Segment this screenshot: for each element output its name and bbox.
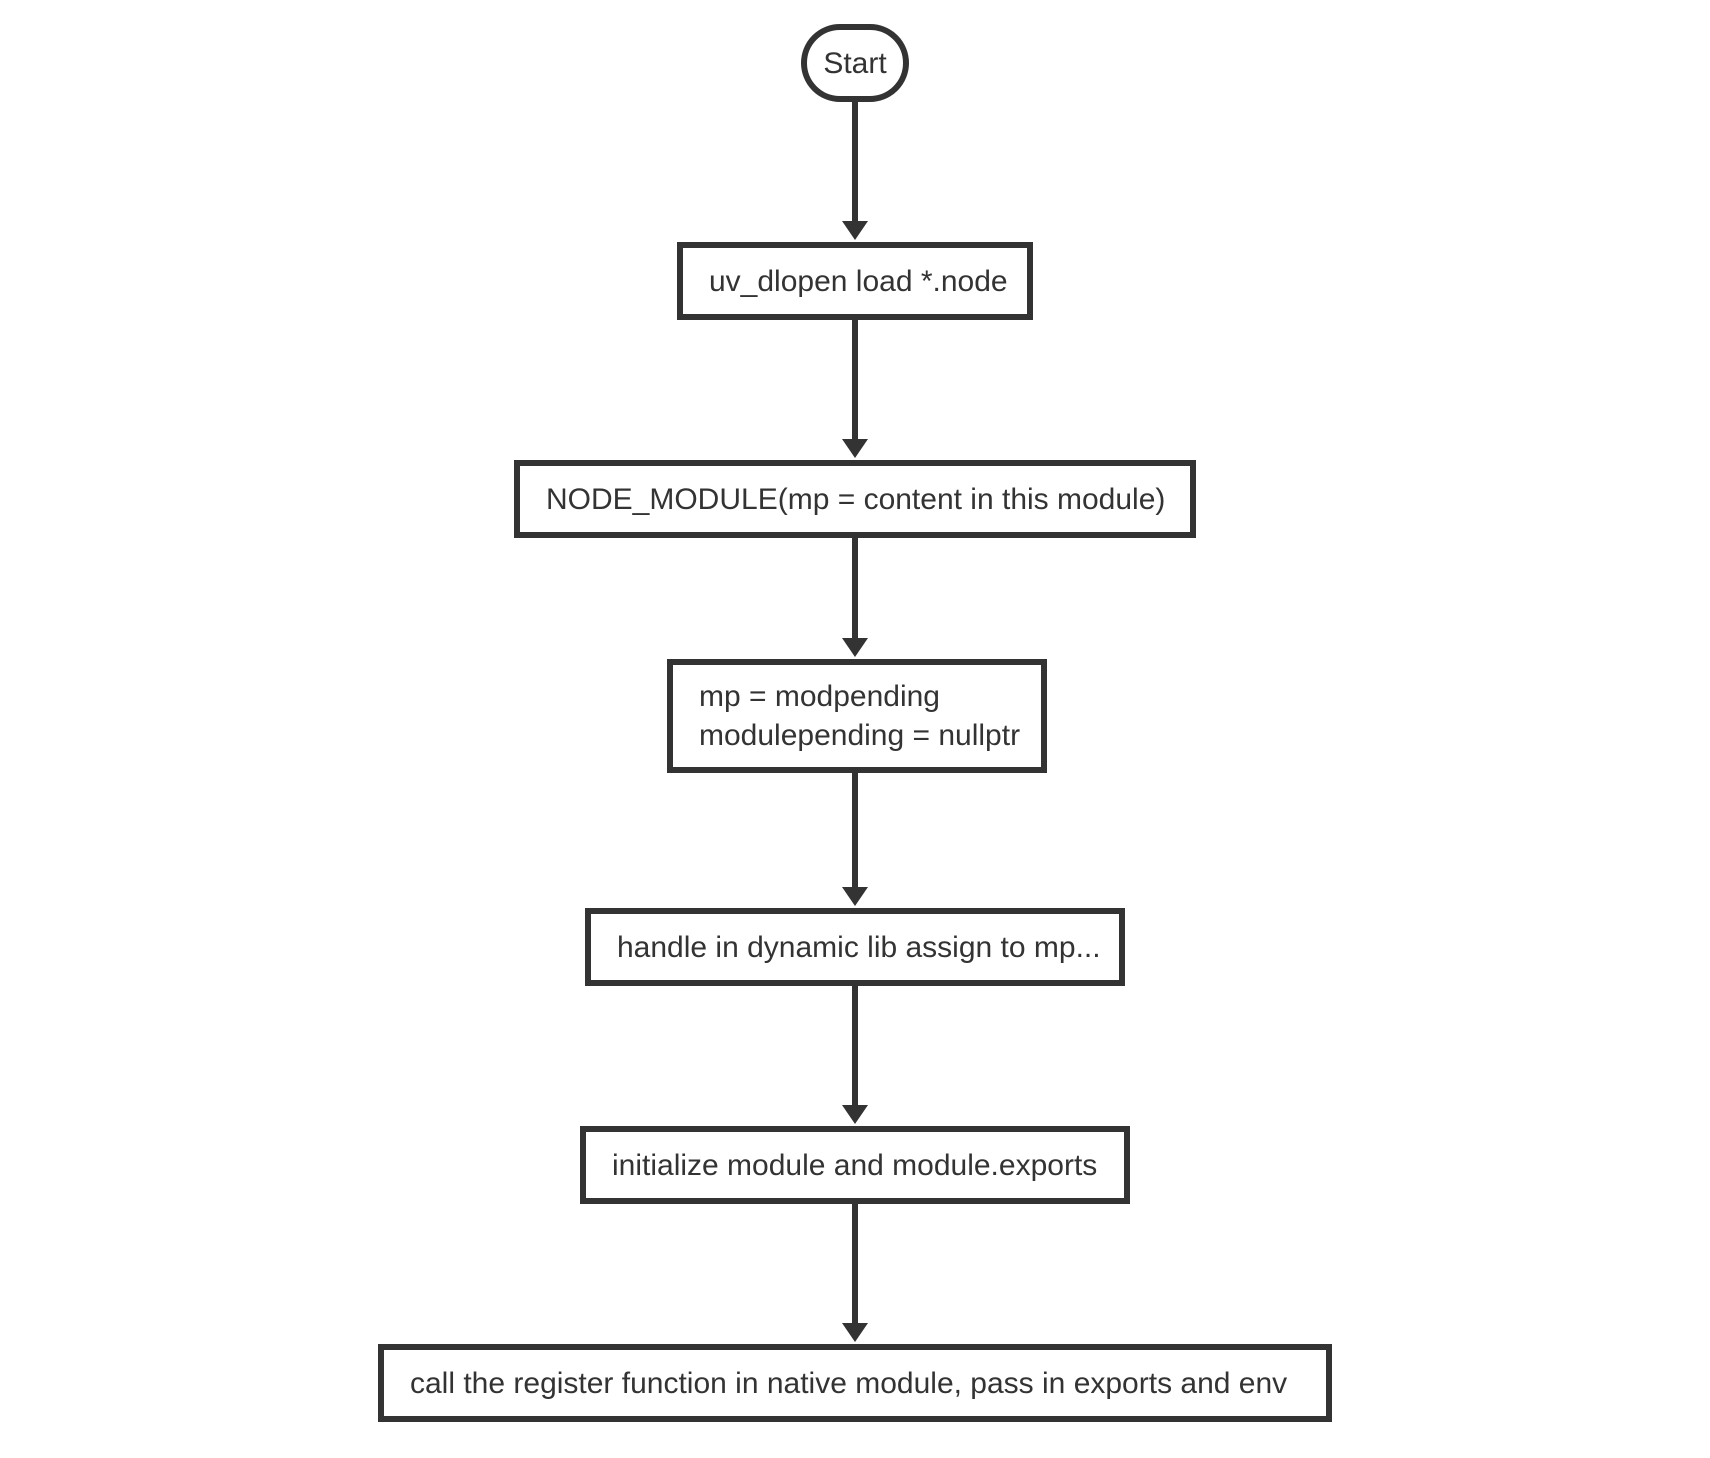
arrow-head-icon [842, 1105, 868, 1124]
arrow-shaft [852, 986, 858, 1107]
process-node-init-module [580, 1126, 1130, 1204]
arrow-head-icon [842, 439, 868, 458]
start-node-label: Start [823, 46, 887, 80]
arrow-node-module-to-mp-assign [842, 538, 868, 657]
arrow-shaft [852, 773, 858, 889]
arrow-shaft [852, 320, 858, 441]
arrow-init-module-to-call-register [842, 1204, 868, 1342]
arrow-shaft [852, 102, 858, 223]
process-node-label: initialize module and module.exports [612, 1148, 1098, 1182]
process-node-uv-dlopen [677, 242, 1033, 320]
process-node-label: handle in dynamic lib assign to mp... [617, 930, 1101, 964]
process-node-label-line1: mp = modpending [699, 680, 940, 713]
start-node [801, 24, 909, 102]
process-node-label: uv_dlopen load *.node [709, 264, 1008, 298]
arrow-mp-assign-to-handle-assign [842, 773, 868, 906]
arrow-handle-assign-to-init-module [842, 986, 868, 1124]
arrow-head-icon [842, 887, 868, 906]
process-node-label: NODE_MODULE(mp = content in this module) [546, 482, 1166, 516]
process-node-label-line2: modulepending = nullptr [699, 719, 1021, 752]
process-node-mp-assign [667, 659, 1047, 773]
process-node-handle-assign [585, 908, 1125, 986]
process-node-label: call the register function in native module, pass in exports and env [410, 1366, 1288, 1400]
arrow-shaft [852, 538, 858, 640]
arrow-shaft [852, 1204, 858, 1325]
process-node-call-register [378, 1344, 1332, 1422]
process-node-node-module [514, 460, 1196, 538]
arrow-head-icon [842, 1323, 868, 1342]
arrow-start-to-uv-dlopen [842, 102, 868, 240]
arrow-head-icon [842, 638, 868, 657]
arrow-head-icon [842, 221, 868, 240]
arrow-uv-dlopen-to-node-module [842, 320, 868, 458]
